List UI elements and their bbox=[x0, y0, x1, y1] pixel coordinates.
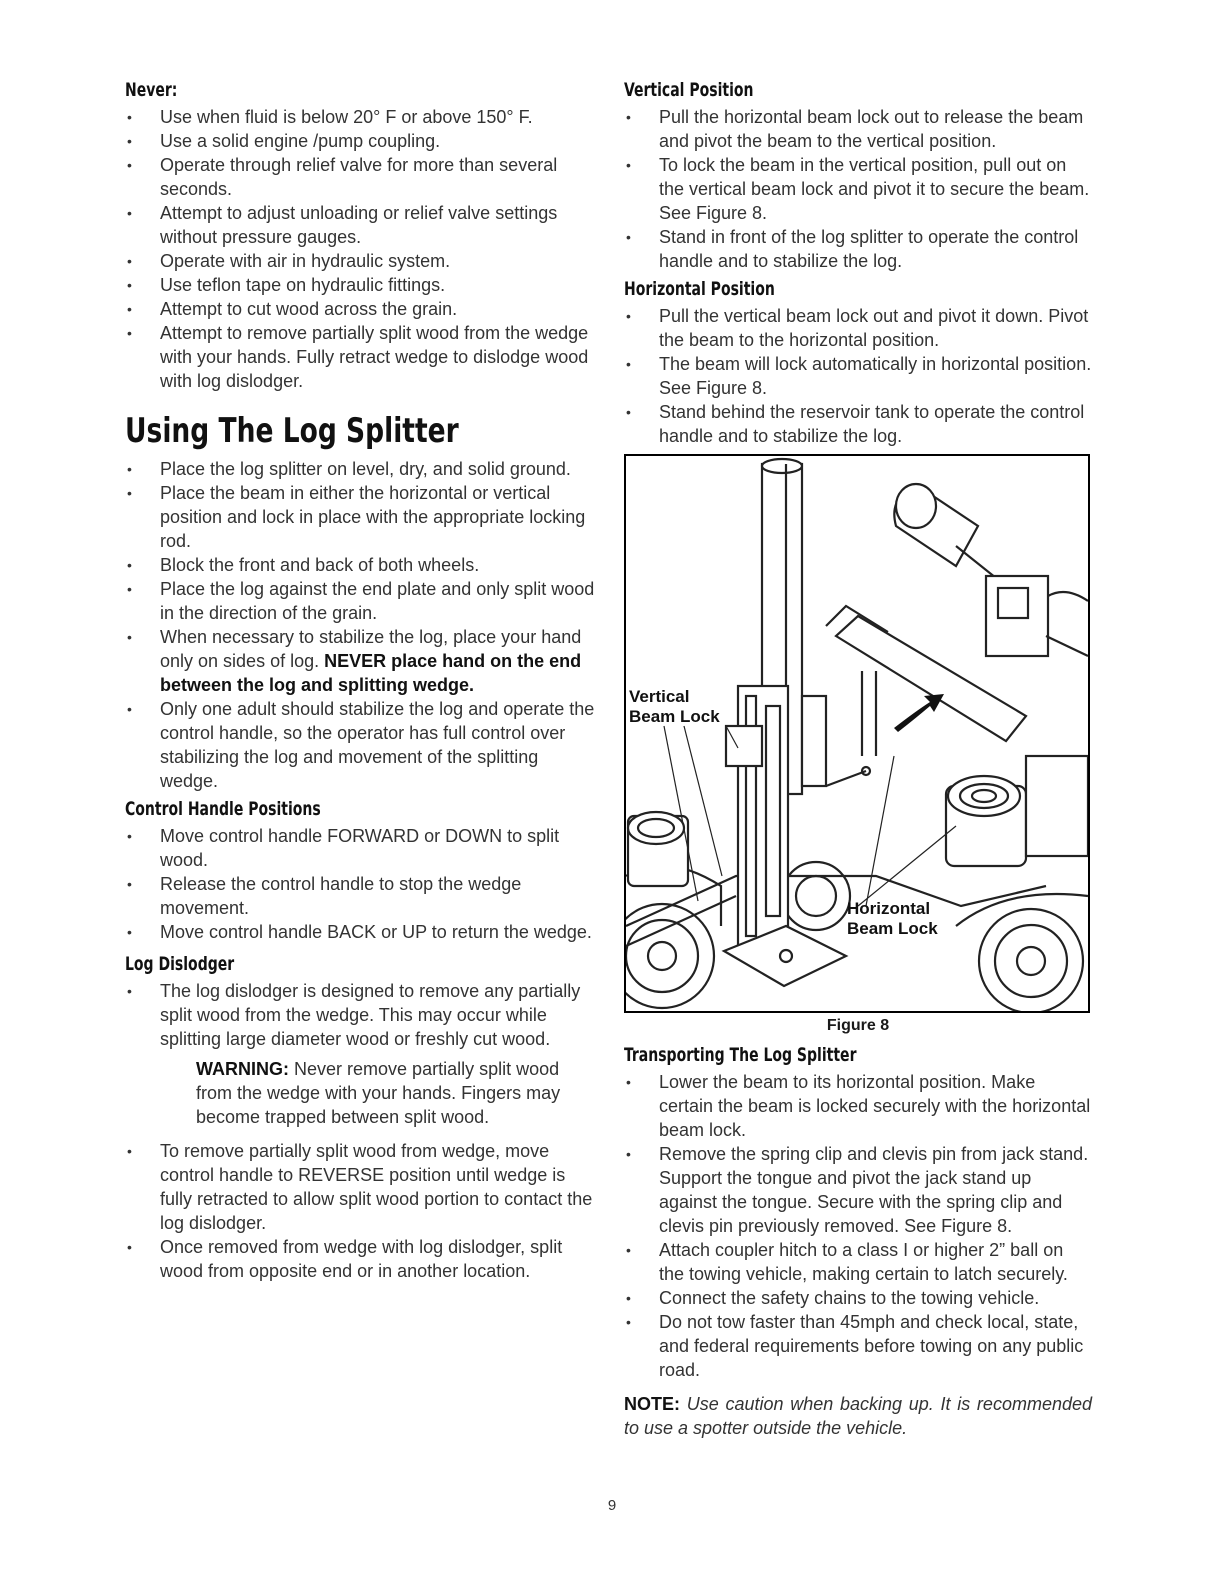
using-list bbox=[125, 457, 595, 793]
list-item: • Block the front and back of both wheels. bbox=[125, 553, 595, 577]
warning-label: WARNING: bbox=[196, 1059, 289, 1079]
list-item: • Stand in front of the log splitter to operate the control handle and to stabilize the log. bbox=[624, 225, 1092, 273]
list-item: • Use a solid engine /pump coupling. bbox=[125, 129, 595, 153]
list-item: • Use when fluid is below 20° F or above 150° F. bbox=[125, 105, 595, 129]
dislodger-heading: Log Dislodger bbox=[125, 953, 235, 975]
list-item: • Operate with air in hydraulic system. bbox=[125, 249, 595, 273]
list-item: • Pull the horizontal beam lock out to release the beam and pivot the beam to the vertical position. bbox=[624, 105, 1092, 153]
list-item: • Use teflon tape on hydraulic fittings. bbox=[125, 273, 595, 297]
dislodger-list-after bbox=[125, 1139, 595, 1283]
control-heading: Control Handle Positions bbox=[125, 798, 321, 820]
note-label: NOTE: bbox=[624, 1394, 680, 1414]
figure-8-illustration bbox=[624, 454, 1090, 1013]
list-item: • The log dislodger is designed to remove any partially split wood from the wedge. This may occur while splitting large diameter wood or freshly cut wood. bbox=[125, 979, 595, 1051]
list-item: • Only one adult should stabilize the log and operate the control handle, so the operator has full control over stabilizing the log and movement of the splitting wedge. bbox=[125, 697, 595, 793]
figure-caption: Figure 8 bbox=[826, 1017, 890, 1034]
label-line: Horizontal bbox=[847, 899, 931, 918]
list-item: • Connect the safety chains to the towing vehicle. bbox=[624, 1286, 1092, 1310]
right-column bbox=[624, 78, 1092, 1440]
list-item: • Place the log splitter on level, dry, and solid ground. bbox=[125, 457, 595, 481]
horizontal-position-heading: Horizontal Position bbox=[624, 278, 775, 300]
using-heading: Using The Log Splitter bbox=[125, 411, 459, 451]
vertical-position-heading: Vertical Position bbox=[624, 79, 754, 101]
list-item: • The beam will lock automatically in horizontal position. See Figure 8. bbox=[624, 352, 1092, 400]
transport-list bbox=[624, 1070, 1092, 1382]
control-list bbox=[125, 824, 595, 944]
label-line: Beam Lock bbox=[847, 919, 938, 938]
list-item: • Release the control handle to stop the wedge movement. bbox=[125, 872, 595, 920]
list-item: • Stand behind the reservoir tank to operate the control handle and to stabilize the log. bbox=[624, 400, 1092, 448]
never-list bbox=[125, 105, 595, 393]
list-item: • Attempt to cut wood across the grain. bbox=[125, 297, 595, 321]
list-item bbox=[125, 625, 595, 697]
list-item: • Attach coupler hitch to a class I or higher 2” ball on the towing vehicle, making certain to latch securely. bbox=[624, 1238, 1092, 1286]
note-text: Use caution when backing up. It is recommended to use a spotter outside the vehicle. bbox=[624, 1394, 1092, 1438]
transporting-heading: Transporting The Log Splitter bbox=[624, 1044, 857, 1066]
horizontal-list bbox=[624, 304, 1092, 448]
list-item: • To lock the beam in the vertical position, pull out on the vertical beam lock and pivot it to secure the beam. See Figure 8. bbox=[624, 153, 1092, 225]
list-item: • Move control handle FORWARD or DOWN to split wood. bbox=[125, 824, 595, 872]
list-item: • Do not tow faster than 45mph and check local, state, and federal requirements before towing on any public road. bbox=[624, 1310, 1092, 1382]
list-item: • Once removed from wedge with log dislodger, split wood from opposite end or in another location. bbox=[125, 1235, 595, 1283]
never-warning-bold: NEVER place hand on the end between the log and splitting wedge. bbox=[160, 651, 582, 695]
item-text: When necessary to stabilize the log, place your hand only on sides of log. bbox=[160, 627, 582, 671]
list-item: • Attempt to remove partially split wood from the wedge with your hands. Fully retract wedge to dislodge wood with log dislodger. bbox=[125, 321, 595, 393]
label-line: Beam Lock bbox=[629, 707, 720, 726]
list-item: • Operate through relief valve for more than several seconds. bbox=[125, 153, 595, 201]
list-item: • To remove partially split wood from wedge, move control handle to REVERSE position until wedge is fully retracted to allow split wood portion to contact the log dislodger. bbox=[125, 1139, 595, 1235]
note-block bbox=[624, 1392, 1092, 1440]
horizontal-beam-lock-label bbox=[847, 899, 938, 939]
list-item: • Place the beam in either the horizontal or vertical position and lock in place with the appropriate locking rod. bbox=[125, 481, 595, 553]
list-item: • Remove the spring clip and clevis pin from jack stand. Support the tongue and pivot the jack stand up against the tongue. Secure with the spring clip and clevis pin previously removed. See Figure 8. bbox=[624, 1142, 1092, 1238]
list-item: • Move control handle BACK or UP to return the wedge. bbox=[125, 920, 595, 944]
page-number: 9 bbox=[607, 1497, 617, 1514]
list-item: • Place the log against the end plate and only split wood in the direction of the grain. bbox=[125, 577, 595, 625]
never-heading: Never: bbox=[125, 79, 178, 101]
dislodger-list bbox=[125, 979, 595, 1051]
list-item: • Lower the beam to its horizontal position. Make certain the beam is locked securely with the horizontal beam lock. bbox=[624, 1070, 1092, 1142]
list-item: • Attempt to adjust unloading or relief valve settings without pressure gauges. bbox=[125, 201, 595, 249]
vertical-beam-lock-label bbox=[629, 687, 720, 727]
warning-text: Never remove partially split wood from the wedge with your hands. Fingers may become trapped between split wood. bbox=[196, 1059, 561, 1127]
warning-block bbox=[196, 1057, 596, 1129]
vertical-list bbox=[624, 105, 1092, 273]
left-column bbox=[125, 78, 595, 1287]
list-item: • Pull the vertical beam lock out and pivot it down. Pivot the beam to the horizontal position. bbox=[624, 304, 1092, 352]
label-line: Vertical bbox=[629, 687, 690, 706]
